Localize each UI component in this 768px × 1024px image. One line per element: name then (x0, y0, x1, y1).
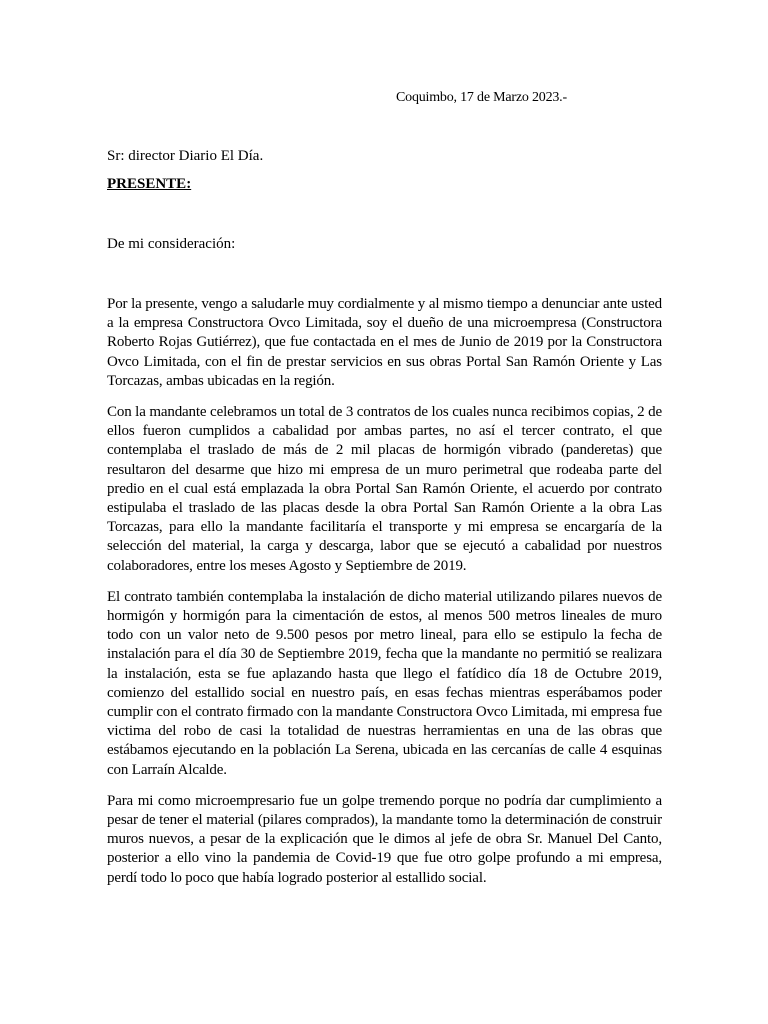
letter-body (107, 295, 662, 900)
body-paragraph: Por la presente, vengo a saludarle muy cordialmente y al mismo tiempo a denunciar ante usted a la empresa Constructora Ovco Limitada, soy el dueño de una microempresa (Constructora Roberto Rojas Gutiérrez), que fue contactada en el mes de Junio de 2019 por la Constructora Ovco Limitada, con el fin de prestar servicios en sus obras Portal San Ramón Oriente y Las Torcazas, ambas ubicadas en la región. (107, 296, 662, 389)
body-paragraph: Con la mandante celebramos un total de 3 contratos de los cuales nunca recibimos copias, 2 de ellos fueron cumplidos a cabalidad por ambas partes, no así el tercer contrato, el que contemplaba el traslado de más de 2 mil placas de hormigón vibrado (panderetas) que resultaron del desarme que hizo mi empresa de un muro perimetral que rodeaba parte del predio en el cual está emplazada la obra Portal San Ramón Oriente, el acuerdo por contrato estipulaba el traslado de las placas desde la obra Portal San Ramón Oriente a la obra Las Torcazas, para ello la mandante facilitaría el transporte y mi empresa se encargaría de la selección del material, la carga y descarga, labor que se ejecutó a cabalidad por nuestros colaboradores, entre los meses Agosto y Septiembre de 2019. (107, 404, 662, 574)
letter-greeting: De mi consideración: (107, 236, 236, 252)
letter-date: Coquimbo, 17 de Marzo 2023.- (396, 90, 567, 105)
letter-recipient: Sr: director Diario El Día. (107, 148, 264, 164)
body-paragraph: Para mi como microempresario fue un golpe tremendo porque no podría dar cumplimiento a pesar de tener el material (pilares comprados), la mandante tomo la determinación de construir muros nuevos, a pesar de la explicación que le dimos al jefe de obra Sr. Manuel Del Canto, posterior a ello vino la pandemia de Covid-19 que fue otro golpe profundo a mi empresa, perdí todo lo poco que había logrado posterior al estallido social. (107, 792, 662, 886)
salutation-heading: PRESENTE: (107, 176, 192, 192)
body-paragraph: El contrato también contemplaba la instalación de dicho material utilizando pilares nuevos de hormigón y hormigón para la cimentación de estos, al menos 500 metros lineales de muro todo con un valor neto de 9.500 pesos por metro lineal, para ello se estipulo la fecha de instalación para el día 30 de Septiembre 2019, fecha que la mandante no permitió se realizara la instalación, esta se fue aplazando hasta que llego el fatídico día 18 de Octubre 2019, comienzo del estallido social en nuestro país, en esas fechas mientras esperábamos poder cumplir con el contrato firmado con la mandante Constructora Ovco Limitada, mi empresa fue victima del robo de casi la totalidad de nuestras herramientas en una de las obras que estábamos ejecutando en la población La Serena, ubicada en las cercanías de calle 4 esquinas con Larraín Alcalde. (107, 588, 662, 778)
